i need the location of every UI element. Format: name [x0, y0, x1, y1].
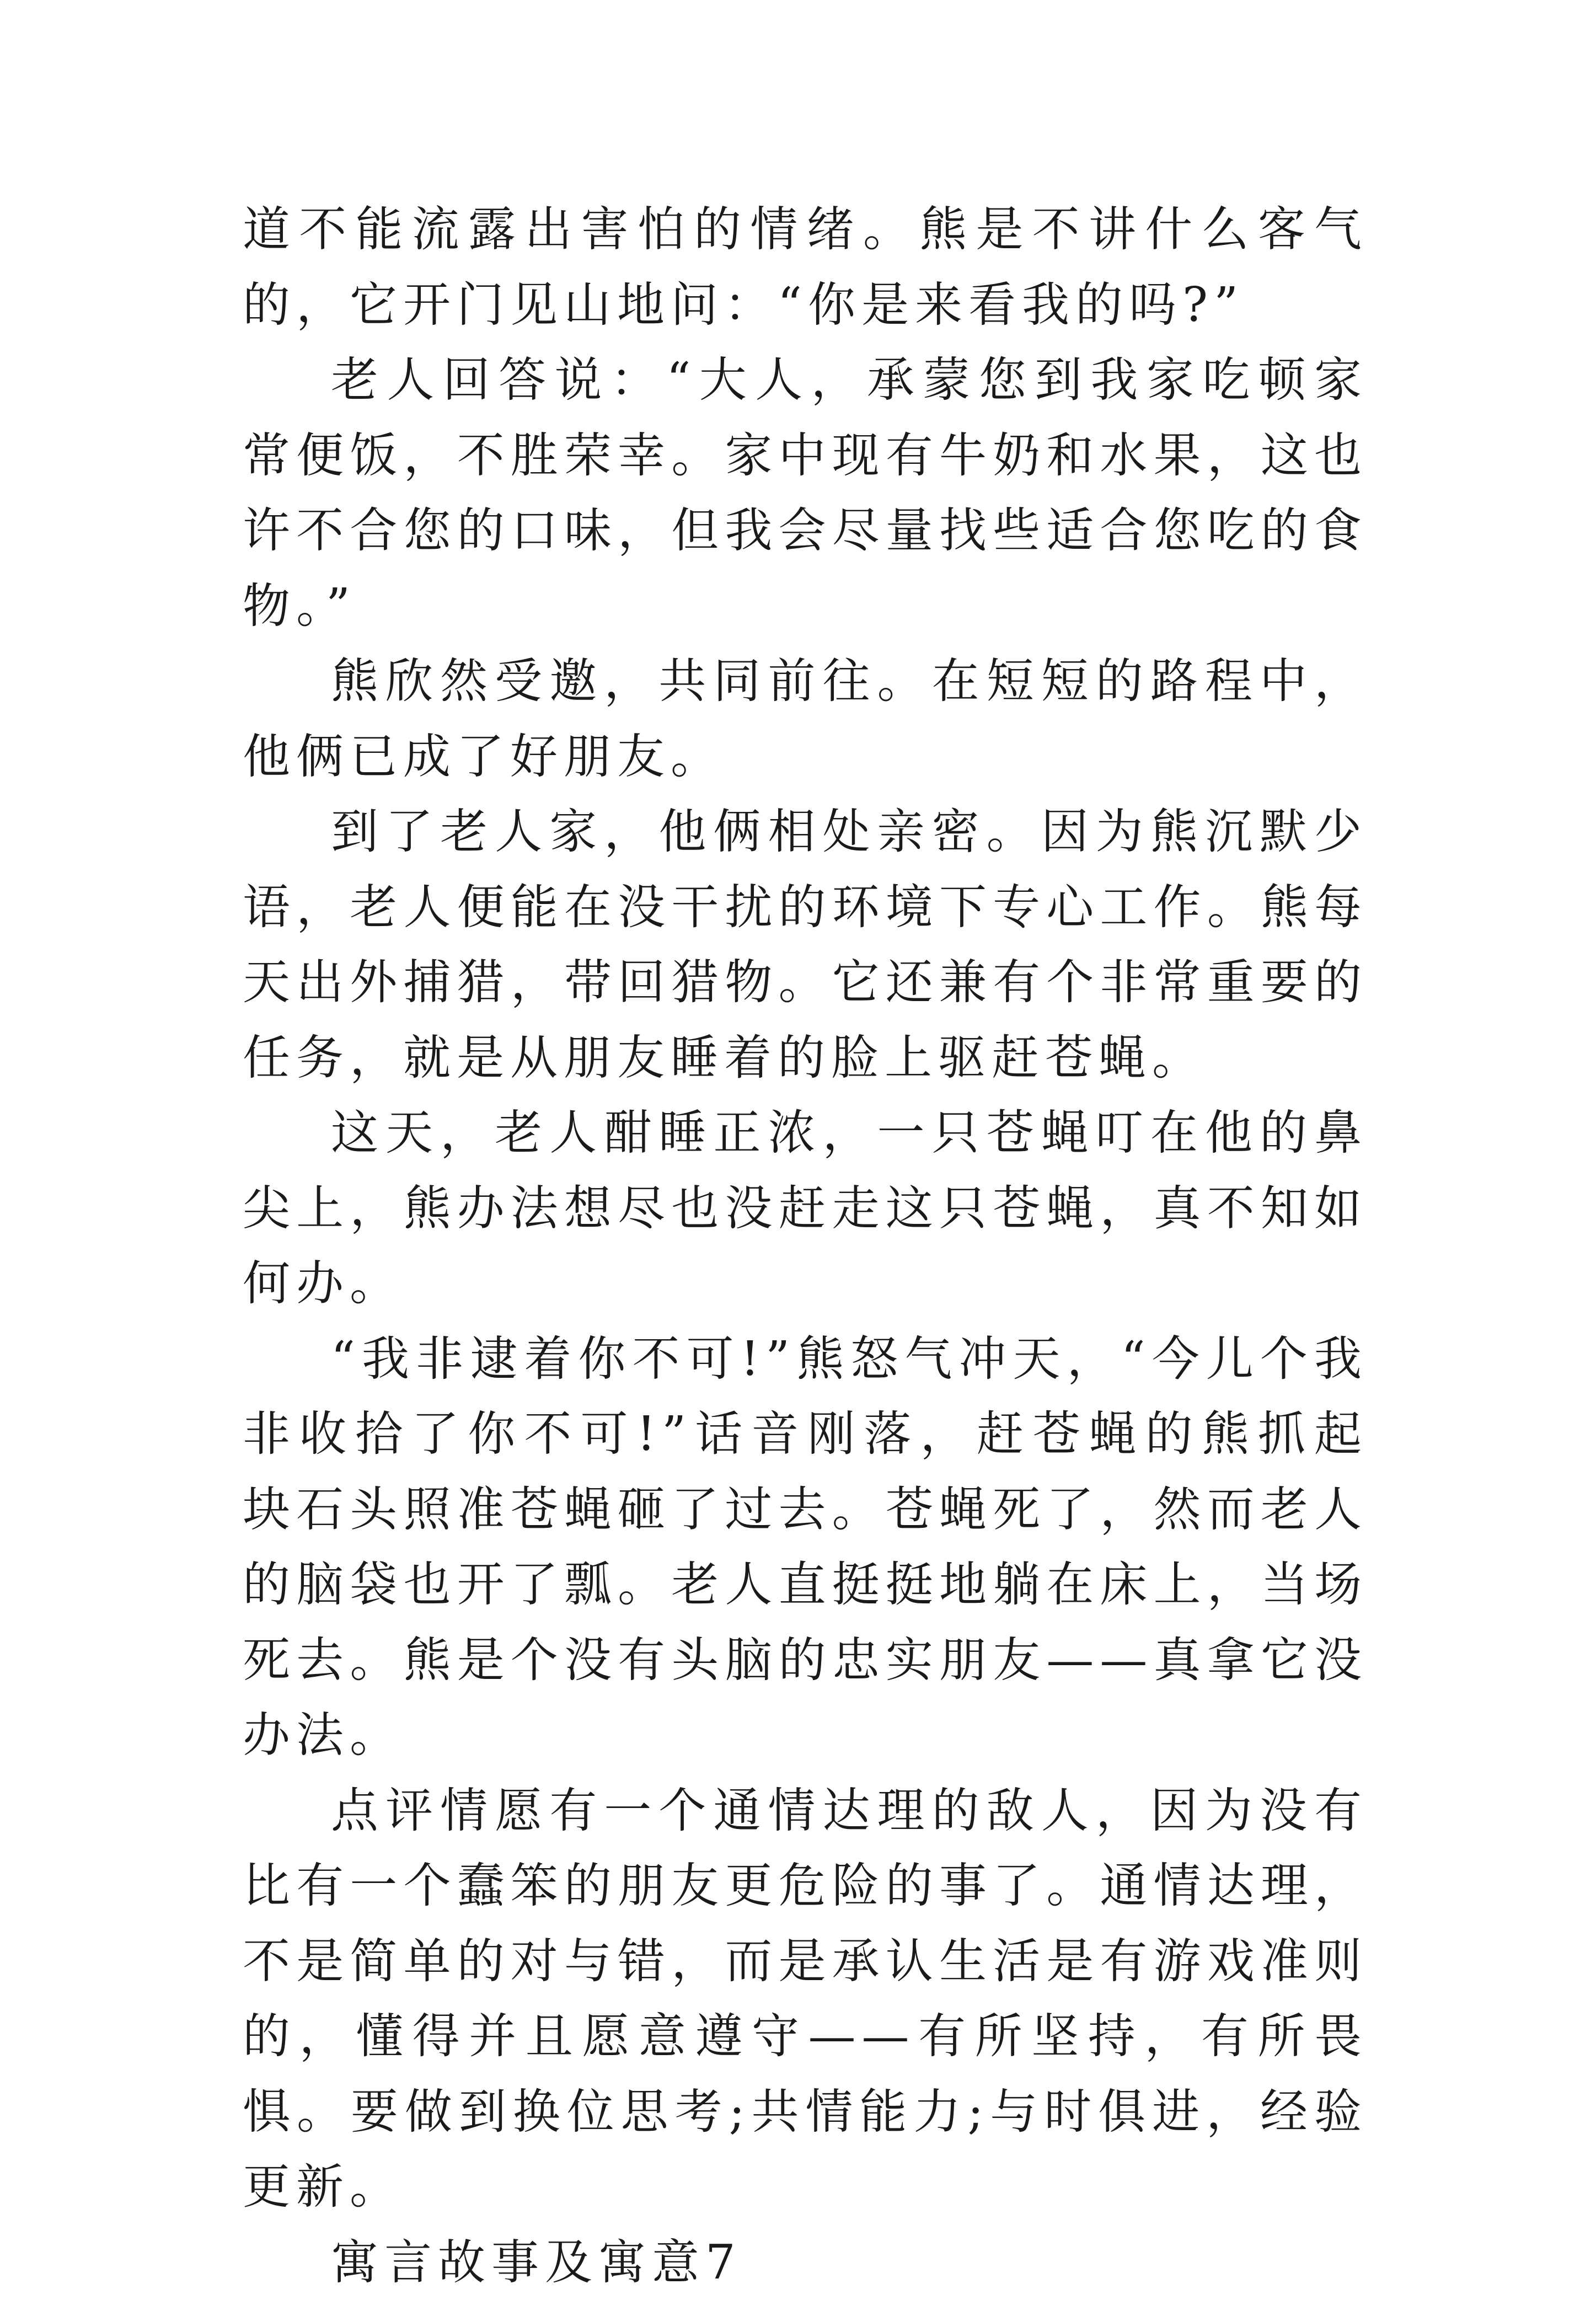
- paragraph-bear-throws-stone: “我非逮着你不可!”熊怒气冲天，“今儿个我非收拾了你不可!”话音刚落，赶苍蝇的熊抓起块石头照准苍蝇砸了过去。苍蝇死了，然而老人的脑袋也开了瓢。老人直挺挺地躺在床上，当场死去。熊是个没有头脑的忠实朋友——真拿它没办法。: [243, 1322, 1368, 1773]
- paragraph-continuation: 道不能流露出害怕的情绪。熊是不讲什么客气的，它开门见山地问：“你是来看我的吗?”: [243, 192, 1368, 343]
- paragraph-living-together: 到了老人家，他俩相处亲密。因为熊沉默少语，老人便能在没干扰的环境下专心工作。熊每天出外捕猎，带回猎物。它还兼有个非常重要的任务，就是从朋友睡着的脸上驱赶苍蝇。: [243, 794, 1368, 1095]
- paragraph-old-man-reply: 老人回答说：“大人，承蒙您到我家吃顿家常便饭，不胜荣幸。家中现有牛奶和水果，这也许不合您的口味，但我会尽量找些适合您吃的食物。”: [243, 343, 1368, 644]
- paragraph-bear-accepts: 熊欣然受邀，共同前往。在短短的路程中，他俩已成了好朋友。: [243, 644, 1368, 794]
- document-body: [243, 192, 1368, 2300]
- paragraph-commentary: 点评情愿有一个通情达理的敌人，因为没有比有一个蠢笨的朋友更危险的事了。通情达理，不是简单的对与错，而是承认生活是有游戏准则的，懂得并且愿意遵守——有所坚持，有所畏惧。要做到换位思考;共情能力;与时俱进，经验更新。: [243, 1773, 1368, 2225]
- section-heading: 寓言故事及寓意7: [243, 2225, 1368, 2300]
- paragraph-fly-on-nose: 这天，老人酣睡正浓，一只苍蝇叮在他的鼻尖上，熊办法想尽也没赶走这只苍蝇，真不知如何办。: [243, 1095, 1368, 1322]
